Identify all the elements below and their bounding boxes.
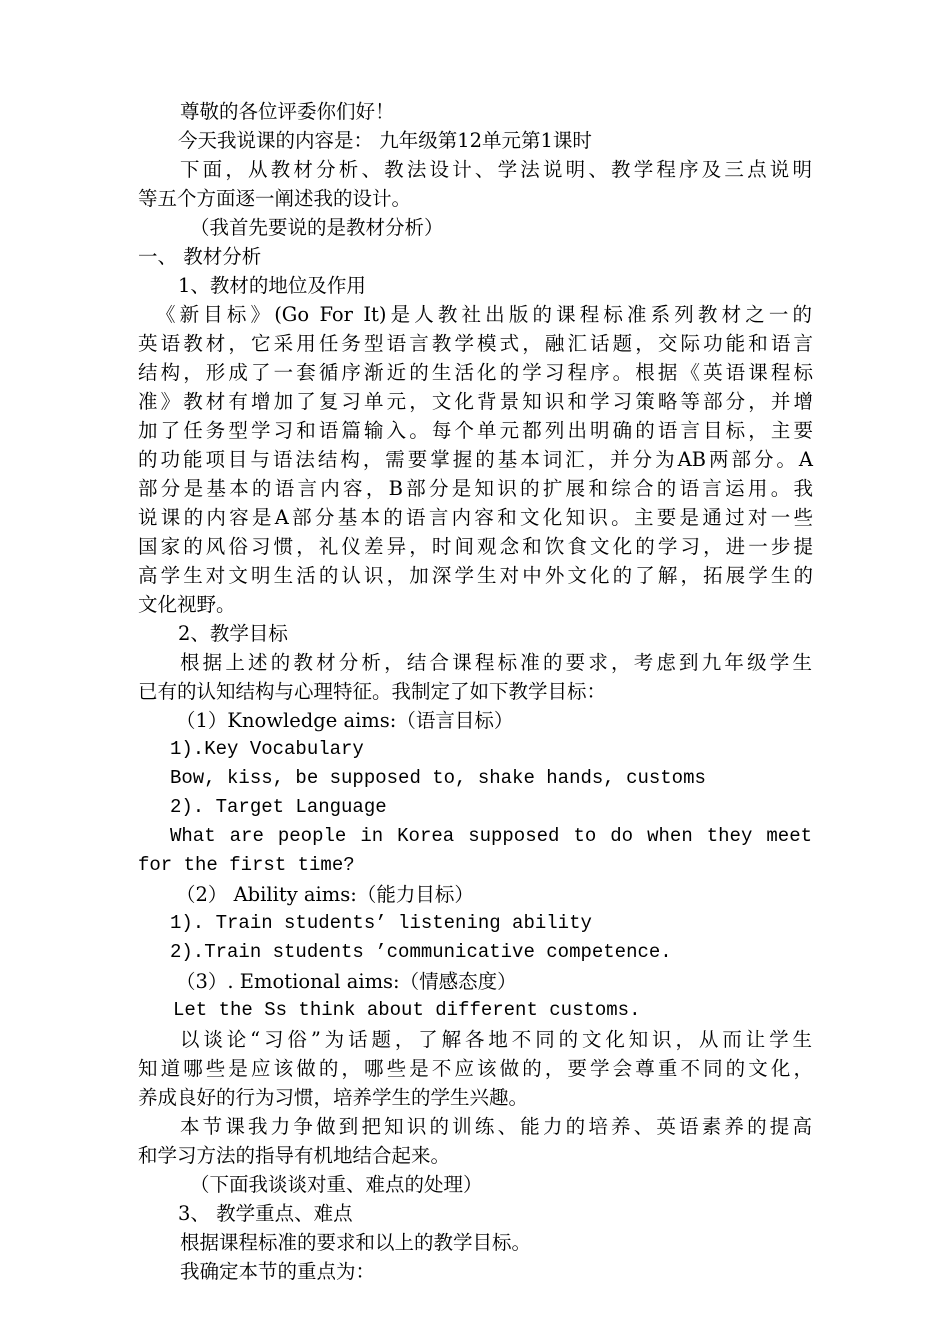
paragraph-line: 以谈论“习俗”为话题，了解各地不同的文化知识，从而让学生 [180,1028,812,1051]
paragraph-line: 知道哪些是应该做的，哪些是不应该做的，要学会尊重不同的文化， [138,1057,813,1080]
paragraph-line: 本节课我力争做到把知识的训练、能力的培养、英语素养的提高 [180,1115,812,1138]
paragraph-line: 我确定本节的重点为： [180,1260,376,1283]
list-item: 1). Train students’ listening ability [170,912,592,934]
list-item: Bow, kiss, be supposed to, shake hands, customs [170,767,706,789]
paragraph-line: 结构，形成了一套循序渐近的生活化的学习程序。根据《英语课程标 [138,361,813,384]
paragraph-line: 养成良好的行为习惯，培养学生的学生兴趣。 [138,1086,529,1109]
paragraph-line: 的功能项目与语法结构，需要掌握的基本词汇，并分为AB两部分。A [138,448,813,471]
list-item: for the first time? [138,854,355,876]
paragraph-line: 高学生对文明生活的认识，加深学生对中外文化的了解，拓展学生的 [138,564,813,587]
paragraph-line: 和学习方法的指导有机地结合起来。 [138,1144,451,1167]
aim-heading: （2） Ability aims:（能力目标） [176,883,474,906]
paragraph-line: 国家的风俗习惯，礼仪差异，时间观念和饮食文化的学习，进一步提 [138,535,813,558]
aim-heading: （3）. Emotional aims:（情感态度） [176,970,517,993]
note-line: （下面我谈谈对重、难点的处理） [190,1173,483,1196]
paragraph-line: 《新目标》(Go For It)是人教社出版的课程标准系列教材之一的 [156,303,812,326]
paragraph-line: 已有的认知结构与心理特征。我制定了如下教学目标： [138,680,607,703]
paragraph-line: 加了任务型学习和语篇输入。每个单元都列出明确的语言目标，主要 [138,419,813,442]
paragraph-line: 说课的内容是A部分基本的语言内容和文化知识。主要是通过对一些 [138,506,813,529]
greeting-line: 尊敬的各位评委你们好！ [180,100,395,123]
section-heading: 一、 教材分析 [138,245,262,268]
paragraph-line: 文化视野。 [138,593,236,616]
lesson-content-line: 今天我说课的内容是： 九年级第12单元第1课时 [178,129,592,152]
paragraph-line: 部分是基本的语言内容，B部分是知识的扩展和综合的语言运用。我 [138,477,813,500]
subsection-heading: 3、 教学重点、难点 [178,1202,353,1225]
paragraph-line: 下面，从教材分析、教法设计、学法说明、教学程序及三点说明 [180,158,812,181]
note-line: （我首先要说的是教材分析） [190,216,444,239]
paragraph-line: 等五个方面逐一阐述我的设计。 [138,187,412,210]
paragraph-line: 根据上述的教材分析，结合课程标准的要求，考虑到九年级学生 [180,651,812,674]
paragraph-line: 准》教材有增加了复习单元，文化背景知识和学习策略等部分，并增 [138,390,813,413]
paragraph-line: 英语教材，它采用任务型语言教学模式，融汇话题，交际功能和语言 [138,332,813,355]
list-item: What are people in Korea supposed to do when they meet [170,825,812,847]
subsection-heading: 2、教学目标 [178,622,288,645]
list-item: 1).Key Vocabulary [170,738,364,760]
list-item: 2). Target Language [170,796,387,818]
aim-heading: （1）Knowledge aims:（语言目标） [176,709,514,732]
list-item: Let the Ss think about different customs. [173,999,641,1021]
list-item: 2).Train students ’communicative competence. [170,941,672,963]
subsection-heading: 1、教材的地位及作用 [178,274,366,297]
paragraph-line: 根据课程标准的要求和以上的教学目标。 [180,1231,532,1254]
